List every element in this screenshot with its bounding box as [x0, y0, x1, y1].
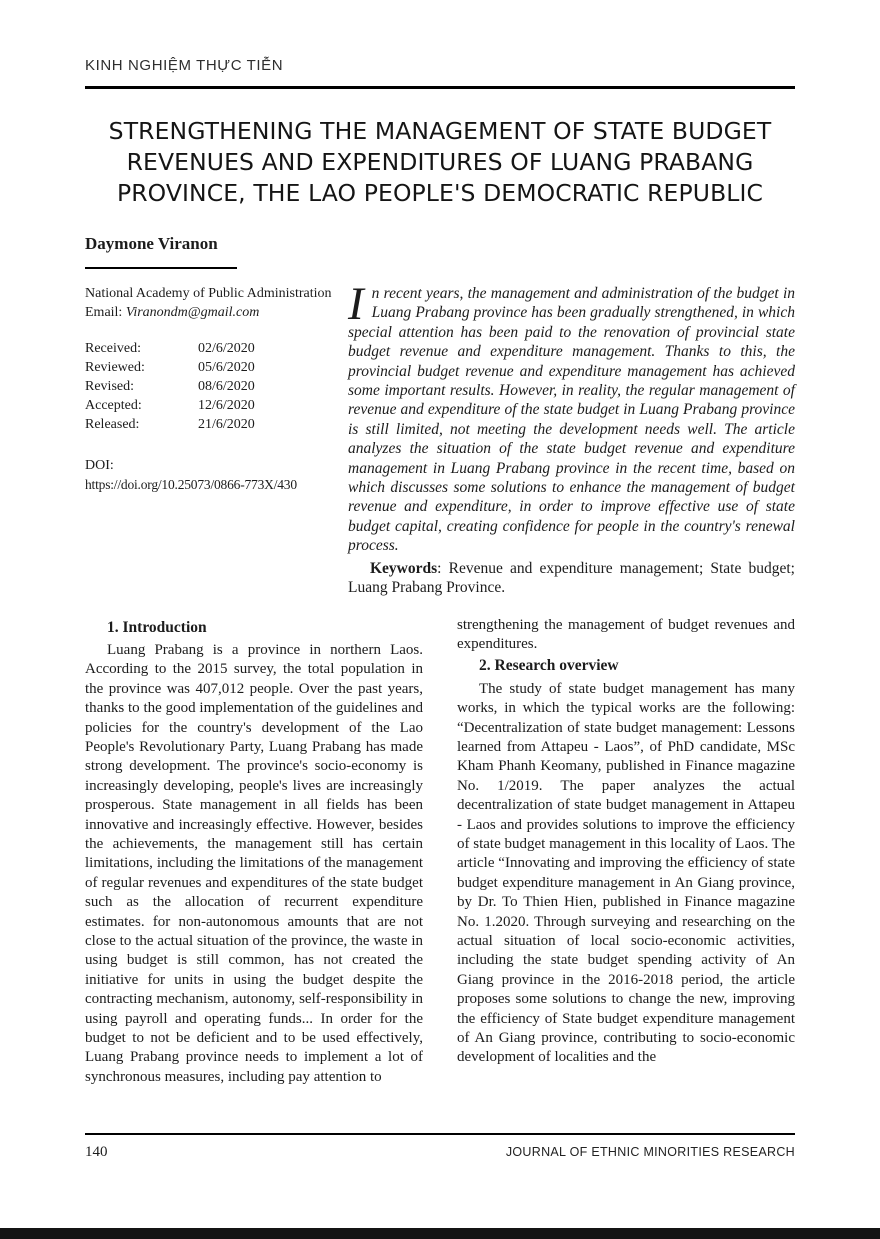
- author-name: Daymone Viranon: [85, 234, 218, 253]
- date-label: Revised:: [85, 379, 134, 394]
- abstract-paragraph: [348, 278, 795, 556]
- doi-url: https://doi.org/10.25073/0866-773X/430: [85, 477, 297, 492]
- page-number: 140: [85, 1143, 108, 1160]
- keywords-text: : Revenue and expenditure management; State budget; Luang Prabang Province.: [348, 559, 795, 597]
- abstract-dropcap: I: [348, 278, 364, 330]
- date-label: Released:: [85, 417, 140, 432]
- date-row-accepted: [85, 396, 336, 415]
- date-value: 05/6/2020: [198, 360, 255, 375]
- date-value: 08/6/2020: [198, 379, 255, 394]
- doi-label: DOI:: [85, 458, 114, 473]
- affiliation: National Academy of Public Administration: [85, 286, 332, 301]
- introduction-paragraph: Luang Prabang is a province in northern Laos. According to the 2015 survey, the total population in the province was 407,012 people. Over the past years, thanks to the good implementation of the guidelines and policies for the country's development of the Lao People's Revolutionary Party, Luang Prabang has made strong development. The province's socio-economy is increasingly developing, people's lives are increasingly prosperous. State management in all fields has been innovative and increasingly effective. However, besides the achievements, the management still has certain limitations, including the limitations of the management of regular revenues and expenditures of the state budget such as the allocation of recurrent expenditure estimates. for non-autonomous amounts that are not close to the actual situation of the province, the waste in using budget is still common, has not created the initiative for units in using the budget despite the contracting mechanism, autonomy, self-responsibility in using payroll and operating funds... In order for the budget to not be deficient and to be used effectively, Luang Prabang province needs to implement a lot of synchronous measures, including pay attention to: [85, 641, 423, 1085]
- article-title: STRENGTHENING THE MANAGEMENT OF STATE BUDGET REVENUES AND EXPENDITURES OF LUANG PRABANG PROVINCE, THE LAO PEOPLE'S DEMOCRATIC REPUBLIC: [108, 117, 772, 207]
- abstract-text: n recent years, the management and administration of the budget in Luang Prabang province has been gradually strengthened, in which special attention has been paid to the renovation of provincial state budget revenue and expenditure management. Thanks to this, the provincial budget revenue and expenditure management has achieved some important results. However, in reality, the regular management of revenue and expenditure of the state budget in Luang Prabang province is still limited, not meeting the development needs well. The article analyzes the situation of the state budget revenue and expenditure management in Luang Prabang province in the recent time, based on which discusses some solutions to enhance the management of budget revenue and expenditure, in order to improve effective use of state budget capital, creating confidence for people in the country's renewal process.: [348, 285, 795, 555]
- section-heading-research-overview: 2. Research overview: [479, 657, 619, 675]
- section-label: KINH NGHIỆM THỰC TIỄN: [85, 57, 284, 74]
- article-metadata: [85, 284, 348, 598]
- article-dates: [85, 339, 336, 434]
- article-header-columns: [85, 278, 795, 598]
- doi-block: [85, 456, 336, 494]
- date-value: 02/6/2020: [198, 341, 255, 356]
- author-rule: [85, 267, 237, 269]
- keywords-paragraph: [348, 559, 795, 598]
- journal-name: JOURNAL OF ETHNIC MINORITIES RESEARCH: [505, 1144, 795, 1159]
- section-heading-introduction: 1. Introduction: [107, 618, 207, 636]
- footer-row: [85, 1144, 795, 1161]
- header-rule: [85, 86, 795, 89]
- body-column-right: [457, 616, 795, 1088]
- email-address: Viranondm@gmail.com: [125, 305, 260, 320]
- date-row-revised: [85, 377, 336, 396]
- date-row-received: [85, 339, 336, 358]
- email-label: Email:: [85, 305, 126, 320]
- date-value: 21/6/2020: [198, 417, 255, 432]
- date-label: Received:: [85, 341, 141, 356]
- keywords-label: Keywords: [370, 559, 438, 577]
- abstract-section: [348, 278, 795, 598]
- research-overview-paragraph: The study of state budget management has many works, in which the typical works are the following: “Decentralization of state budget management: Lessons learned from Attapeu - Laos”, of PhD candidate, MSc Kham Phanh Keomany, published in Finance magazine No. 1/2019. The paper analyzes the actual decentralization of state budget management in Attapeu - Laos and provides solutions to improve the efficiency of state budget management in this locality of Laos. The article “Innovating and improving the efficiency of state budget expenditure management in An Giang province, by Dr. To Thien Hien, published in Finance magazine No. 1.2020. Through surveying and researching on the actual situation of local socio-economic activities, including the state budget spending activity of An Giang province in the 2016-2018 period, the article proposes some solutions to change the new, improving the efficiency of State budget expenditure management of An Giang province, contributing to socio-economic development of localities and the: [457, 680, 795, 1066]
- email-line: [85, 303, 336, 322]
- date-row-released: [85, 415, 336, 434]
- page-footer: [85, 1133, 795, 1161]
- date-label: Reviewed:: [85, 360, 145, 375]
- scan-edge-strip: [0, 1228, 880, 1239]
- date-row-reviewed: [85, 358, 336, 377]
- body-columns: [85, 616, 795, 1088]
- footer-rule: [85, 1133, 795, 1135]
- date-value: 12/6/2020: [198, 398, 255, 413]
- body-column-left: [85, 616, 423, 1088]
- date-label: Accepted:: [85, 398, 142, 413]
- introduction-continuation: strengthening the management of budget revenues and expenditures.: [457, 616, 795, 652]
